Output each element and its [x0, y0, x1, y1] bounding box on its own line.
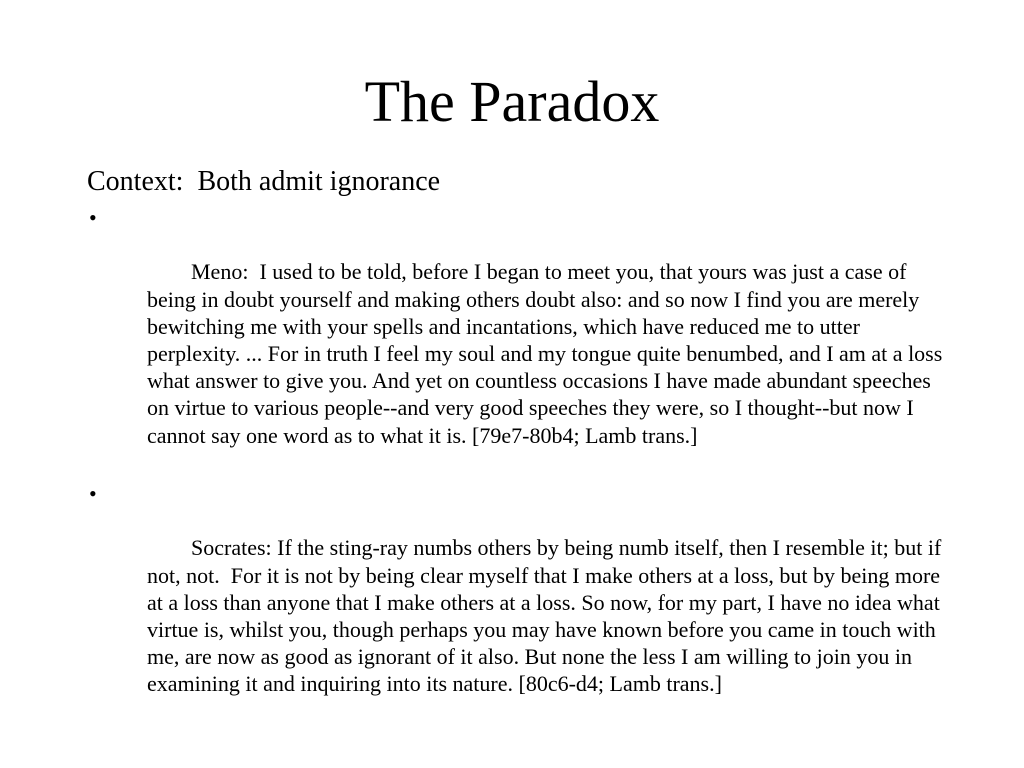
slide-title: The Paradox: [364, 69, 660, 134]
bullet-text-socrates: Socrates: If the sting-ray numbs others by being numb itself, then I resemble it; but if not, not. For it is not by being clear myself that I make others at a loss, but by being more at a loss than anyone that I make others at a loss. So now, for my part, I have no idea what virtue is, whilst you, though perhaps you may have known before you came in touch with me, are now as good as ignorant of it also. But none the less I am willing to join you in examining it and inquiring into its nature. [80c6-d4; Lamb trans.]: [147, 535, 947, 697]
context-heading: Context: Both admit ignorance: [87, 166, 441, 197]
bullet-item-meno: [87, 204, 947, 476]
bullet-icon: •: [89, 481, 97, 507]
bullet-text-meno: Meno: I used to be told, before I began to meet you, that yours was just a case of being in doubt yourself and making others doubt also: and so now I find you are merely bewitching me with your spells and incantations, which have reduced me to utter perplexity. ... For in truth I feel my soul and my tongue quite benumbed, and I am at a loss what answer to give you. And yet on countless occasions I have made abundant speeches on virtue to various people--and very good speeches they were, so I thought--but now I cannot say one word as to what it is. [79e7-80b4; Lamb trans.]: [147, 259, 948, 448]
bullet-item-socrates: [87, 480, 947, 725]
bullet-list: [87, 204, 947, 725]
bullet-icon: •: [89, 205, 97, 230]
slide-body: [87, 166, 947, 729]
